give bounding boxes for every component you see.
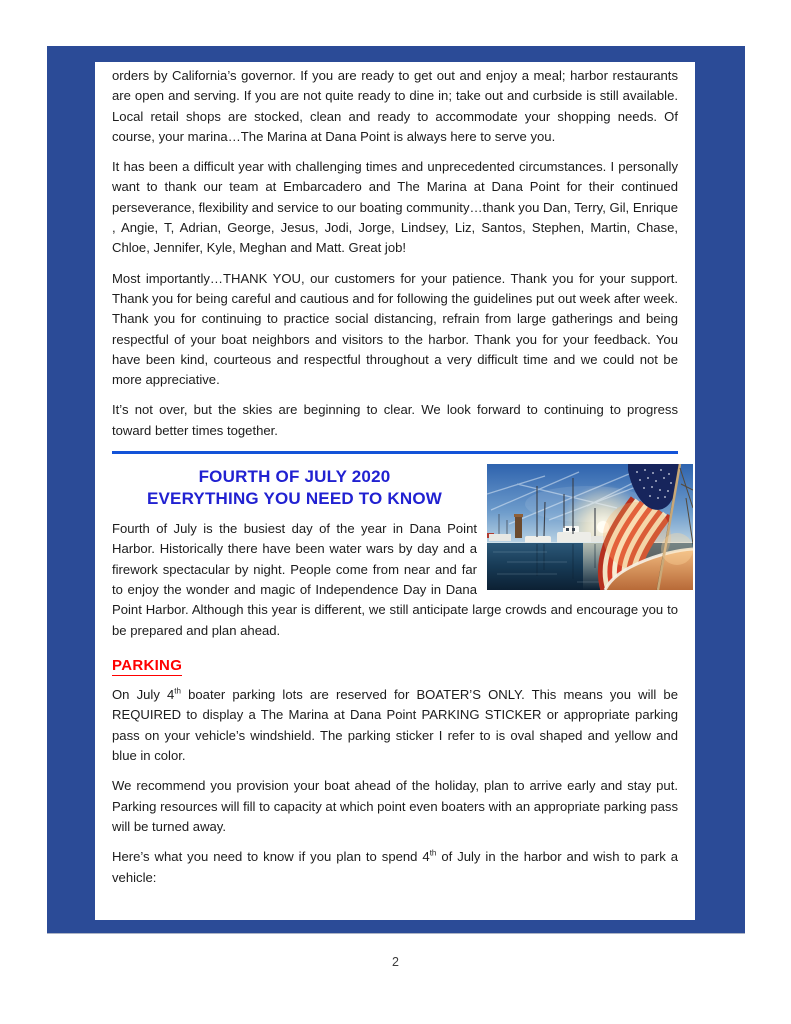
parking-rules-pre: On July 4: [112, 687, 175, 703]
parking-heading: [112, 656, 678, 676]
fourth-of-july-heading-line2: EVERYTHING YOU NEED TO KNOW: [146, 489, 443, 509]
parking-heading-text: PARKING: [112, 656, 183, 674]
paragraph-reopening: orders by California’s governor. If you are ready to get out and enjoy a meal; harbor restaurants are open and serving. If you are not quite ready to dine in; take out and curbside is still available. Local retail shops are stocked, clean and ready to accommodate your shopping needs. Of course, your marina…The Marina at Dana Point is always here to serve you.: [112, 68, 678, 144]
parking-know-superscript: th: [429, 848, 437, 858]
newsletter-page-frame: [47, 46, 745, 933]
parking-rules-superscript: th: [174, 686, 181, 696]
parking-know-post: of July in the harbor and wish to park a vehicle:: [112, 849, 679, 885]
paragraph-parking-rules: [112, 685, 678, 766]
paragraph-thank-team: It has been a difficult year with challenging times and unprecedented circumstances. I personally want to thank our team at Embarcadero and The Marina at Dana Point for their continued perseverance, flexibility and service to our boating community…thank you Dan, Terry, Gil, Enrique , Angie, T, Adrian, George, Jesus, Jodi, Jorge, Lindsey, Liz, Santos, Stephen, Martin, Chase, Chloe, Jennifer, Kyle, Meghan and Matt. Great job!: [112, 159, 678, 256]
paragraph-outlook: It’s not over, but the skies are beginning to clear. We look forward to continuing to progress toward better times together.: [112, 402, 678, 438]
july-section: [112, 466, 678, 641]
paragraph-parking-recommend: We recommend you provision your boat ahead of the holiday, plan to arrive early and stay put. Parking resources will fill to capacity at which point even boaters with an appropriate parking pass will be turned away.: [112, 778, 678, 834]
newsletter-content: [95, 62, 695, 888]
paragraph-july-intro: Fourth of July is the busiest day of the year in Dana Point Harbor. Historically there have been water wars by day and a firework spectacular by night. People come from near and far to enjoy the wonder and magic of Independence Day in Dana Point Harbor. Although this year is different, we still anticipate large crowds and encourage you to be prepared and plan ahead.: [112, 521, 678, 638]
fourth-of-july-heading-line1: FOURTH OF JULY 2020: [198, 467, 391, 487]
paragraph-thank-customers: Most importantly…THANK YOU, our customers for your patience. Thank you for your support. Thank you for being careful and cautious and for following the guidelines put out week after week. Thank you for continuing to practice social distancing, refrain from large gatherings and being respectful of your boat neighbors and visitors to the harbor. Thank you for your feedback. You have been kind, courteous and respectful throughout a very difficult time and we could not be more appreciative.: [112, 270, 678, 388]
page-number: 2: [392, 955, 399, 969]
parking-rules-post: boater parking lots are reserved for BOATER’S ONLY. This means you will be REQUIRED to display a The Marina at Dana Point PARKING STICKER or appropriate parking pass on your vehicle’s windshield. The parking sticker I refer to is oval shaped and yellow and blue in color.: [112, 687, 678, 764]
parking-know-pre: Here’s what you need to know if you plan to spend 4: [112, 849, 430, 865]
paragraph-parking-know: [112, 847, 678, 888]
section-divider: [112, 451, 678, 454]
harbor-sunset-flag-photo: [487, 464, 693, 590]
